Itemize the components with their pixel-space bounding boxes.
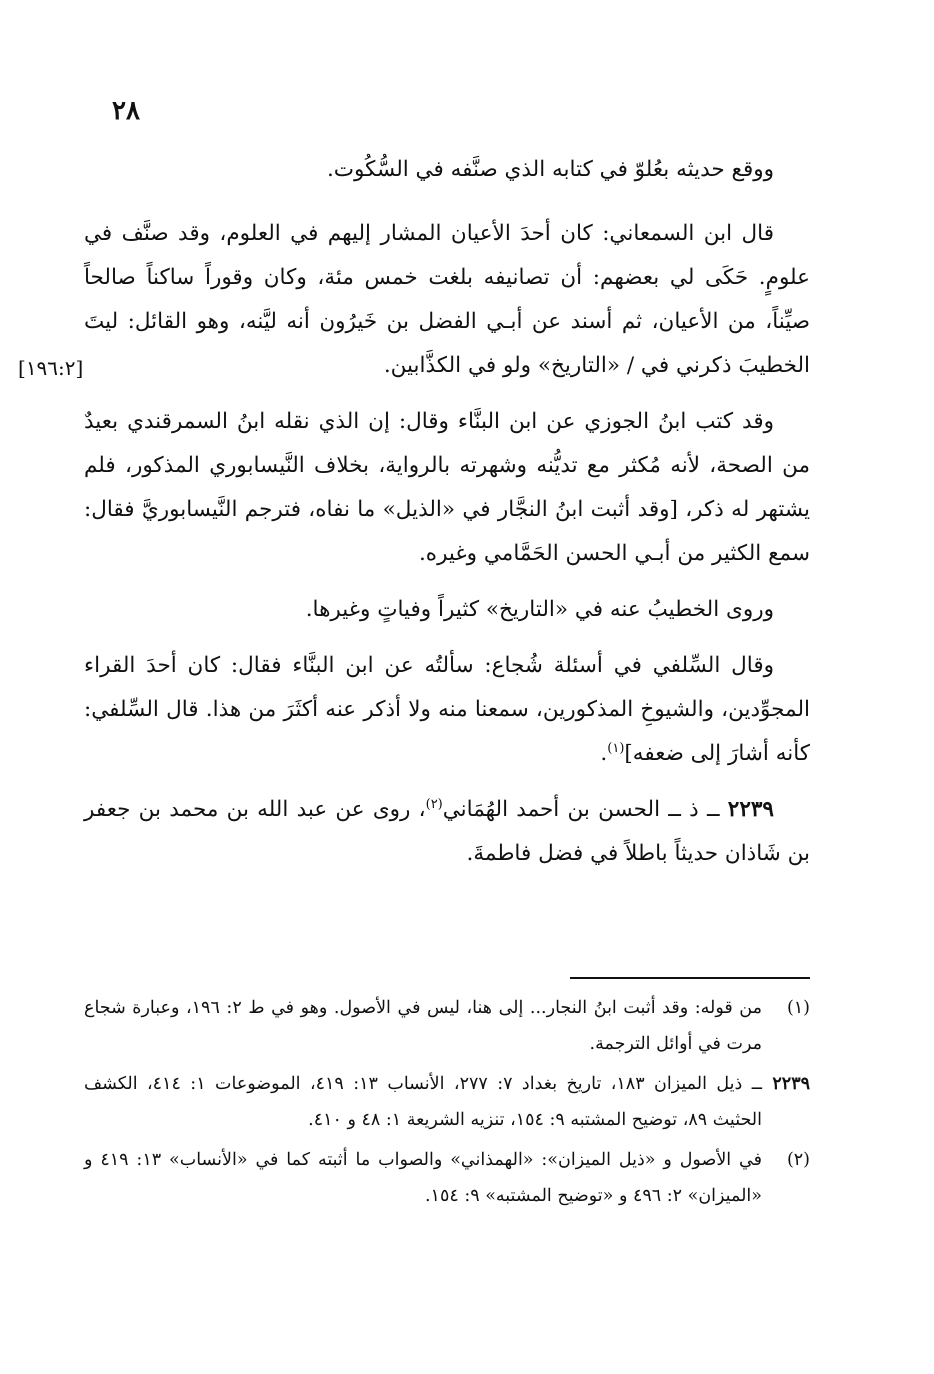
main-text bbox=[84, 148, 810, 888]
footnote-divider bbox=[570, 977, 810, 979]
entry-text: ــ ذ ــ الحسن بن أحمد الهُمَاني bbox=[442, 797, 728, 822]
footnote-label: (٢) bbox=[786, 1150, 810, 1170]
paragraph-text: وقال السِّلفي في أسئلة شُجاع: سألتُه عن ابن البنَّاء فقال: كان أحدَ القراء المجوِّدين، والشيوخِ المذكورين، سمعنا منه ولا أذكر عنه أكثَرَ من هذا. قال السِّلفي: كأنه أشارَ إلى ضعفه] bbox=[84, 653, 810, 766]
footnotes bbox=[84, 990, 810, 1218]
footnote-label: ٢٢٣٩ bbox=[772, 1074, 810, 1094]
footnote-marker: (٢) bbox=[425, 796, 443, 812]
footnote-text: ــ ذيل الميزان ١٨٣، تاريخ بغداد ٧: ٢٧٧، الأنساب ١٣: ٤١٩، الموضوعات ١: ٤١٤، الكشف الحثيث ٨٩، توضيح المشتبه ٩: ١٥٤، تنزيه الشريعة ١: ٤٨ و ٤١٠. bbox=[84, 1074, 762, 1130]
footnote-marker: (١) bbox=[607, 740, 625, 756]
paragraph: ووقع حديثه بعُلوّ في كتابه الذي صنَّفه في السُّكُوت. bbox=[326, 157, 774, 182]
footnote-text: من قوله: وقد أثبت ابنُ النجار... إلى هنا، ليس في الأصول. وهو في ط ٢: ١٩٦، وعبارة شجاع مرت في أوائل الترجمة. bbox=[84, 998, 762, 1054]
page-number: ٢٨ bbox=[112, 96, 140, 126]
footnote bbox=[84, 1142, 810, 1214]
paragraph: وقال السِّلفي في أسئلة شُجاع: سألتُه عن ابن البنَّاء فقال: كان أحدَ القراء المجوِّدين، والشيوخِ المذكورين، سمعنا منه ولا أذكر عنه أكثَرَ من هذا. قال السِّلفي: كأنه أشارَ إلى ضعفه]$^{(١)}$. bbox=[84, 653, 810, 766]
footnote-text: في الأصول و «ذيل الميزان»: «الهمذاني» والصواب ما أثبته كما في «الأنساب» ١٣: ٤١٩ و «الميزان» ٢: ٤٩٦ و «توضيح المشتبه» ٩: ١٥٤. bbox=[84, 1150, 762, 1206]
paragraph: قال ابن السمعاني: كان أحدَ الأعيان المشار إليهم في العلوم، وقد صنَّف في علومٍ. حَكَى لي بعضهم: أن تصانيفه بلغت خمس مئة، وكان وقوراً ساكناً صالحاً صيِّناً، من الأعيان، ثم أسند عن أبـي الفضل بن خَيرُون أنه ليَّنه، وهو القائل: ليتَ الخطيبَ ذكرني في / «التاريخ» ولو في الكذَّابين. bbox=[84, 221, 810, 378]
margin-reference: [١٩٦:٢] bbox=[18, 356, 84, 380]
footnote bbox=[84, 990, 810, 1062]
paragraph: وروى الخطيبُ عنه في «التاريخ» كثيراً وفياتٍ وغيرها. bbox=[305, 597, 774, 622]
entry-paragraph bbox=[84, 788, 810, 876]
footnote bbox=[84, 1066, 810, 1138]
footnote-label: (١) bbox=[786, 998, 810, 1018]
entry-text-continued: ، روى عن عبد الله بن محمد بن جعفر بن شَاذان حديثاً باطلاً في فضل فاطمةَ. bbox=[84, 797, 810, 866]
entry-number: ٢٢٣٩ bbox=[727, 797, 774, 822]
paragraph: وقد كتب ابنُ الجوزي عن ابن البنَّاء وقال: إن الذي نقله ابنُ السمرقندي بعيدٌ من الصحة، لأنه مُكثر مع تديُّنه وشهرته بالرواية، بخلاف النَّيسابوري المذكور، فلم يشتهر له ذكر، [وقد أثبت ابنُ النجَّار في «الذيل» ما نفاه، فترجم النَّيسابوريَّ فقال: سمع الكثير من أبـي الحسن الحَمَّامي وغيره. bbox=[84, 409, 810, 566]
